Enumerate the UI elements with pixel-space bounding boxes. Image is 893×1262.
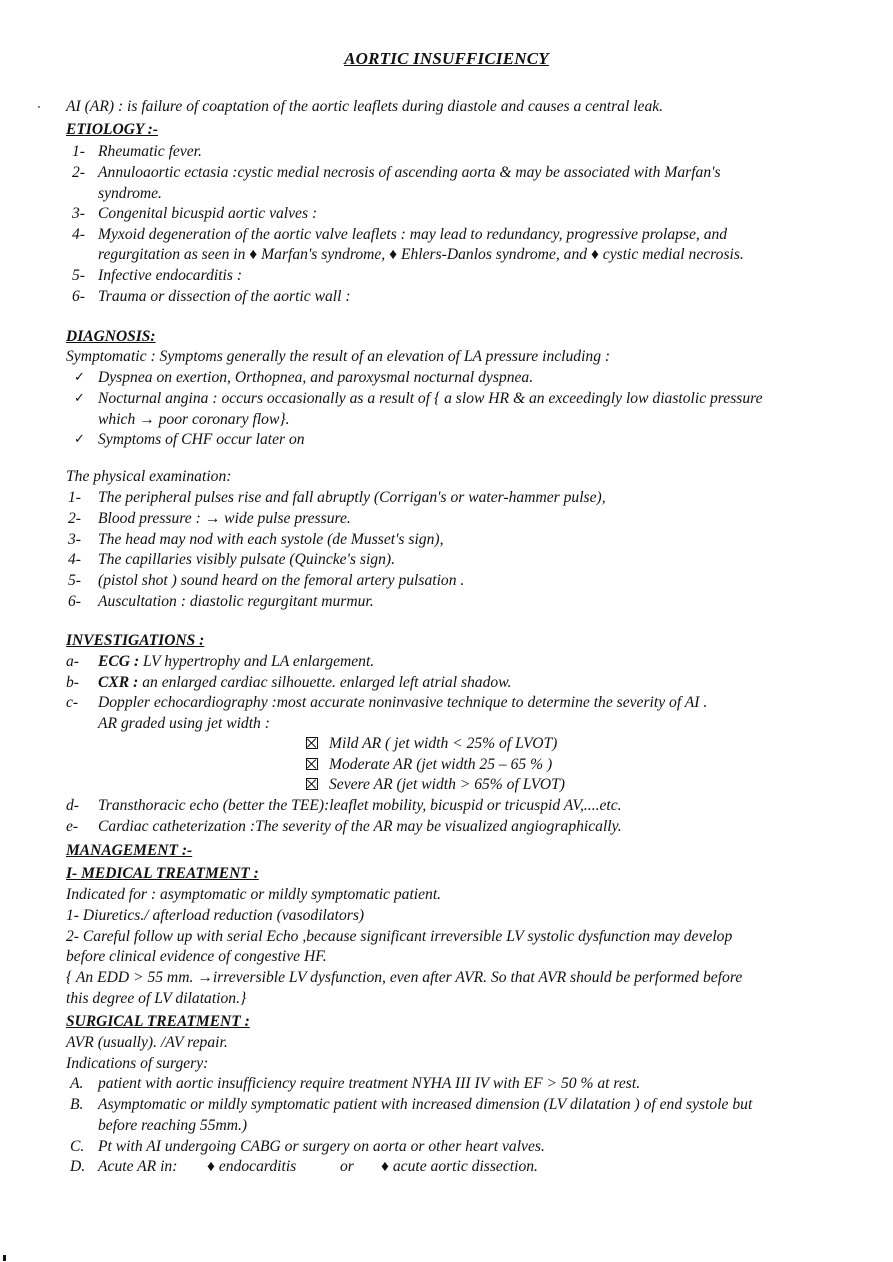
investigation-item: AR graded using jet width : [98,715,270,732]
grade-text: Mild AR ( jet width < 25% of LVOT) [329,735,558,752]
etiology-num: 3- [72,205,85,222]
etiology-num: 4- [72,226,85,243]
avr-line: AVR (usually). /AV repair. [66,1034,228,1051]
investigation-label: CXR : [98,674,139,691]
investigation-text: an enlarged cardiac silhouette. enlarged left atrial shadow. [138,674,512,691]
physical-item: The capillaries visibly pulsate (Quincke's sign). [98,551,395,568]
surgical-treatment-heading: SURGICAL TREATMENT : [66,1013,250,1030]
physical-num: 6- [68,593,81,610]
physical-num: 1- [68,489,81,506]
grade-row [306,755,552,775]
medical-line: 2- Careful follow up with serial Echo ,because significant irreversible LV systolic dysfunction may develop [66,928,733,945]
indication-letter: D. [70,1158,86,1175]
investigations-heading: INVESTIGATIONS : [66,632,205,649]
grade-text: Severe AR (jet width > 65% of LVOT) [329,776,565,793]
investigation-letter: d- [66,797,79,814]
acute-option: ♦ acute aortic dissection. [381,1158,538,1175]
physical-num: 5- [68,572,81,589]
etiology-num: 2- [72,164,85,181]
indication-item: before reaching 55mm.) [98,1117,248,1134]
checkbox-x-icon [306,758,318,770]
indication-letter: C. [70,1138,85,1155]
etiology-num: 5- [72,267,85,284]
check-icon: ✓ [74,432,85,447]
medical-line: before clinical evidence of congestive HF. [66,948,327,965]
physical-item: Auscultation : diastolic regurgitant murmur. [98,593,374,610]
symptom-item: which → poor coronary flow}. [98,411,290,428]
medical-line: { An EDD > 55 mm. →irreversible LV dysfunction, even after AVR. So that AVR should be performed before [66,969,743,986]
investigation-label: ECG : [98,653,140,670]
checkbox-x-icon [306,737,318,749]
etiology-item: Myxoid degeneration of the aortic valve leaflets : may lead to redundancy, progressive prolapse, and [98,226,728,243]
check-icon: ✓ [74,391,85,406]
etiology-item: Trauma or dissection of the aortic wall : [98,288,351,305]
acute-or: or [340,1158,354,1175]
investigation-item: Transthoracic echo (better the TEE):leaflet mobility, bicuspid or tricuspid AV,....etc. [98,797,622,814]
symptom-item: Nocturnal angina : occurs occasionally as a result of { a slow HR & an exceedingly low diastolic pressure [98,390,763,407]
scan-speck [3,1255,6,1261]
scan-speck [38,106,40,108]
physical-item: The peripheral pulses rise and fall abruptly (Corrigan's or water-hammer pulse), [98,489,606,506]
page-title: AORTIC INSUFFICIENCY [344,49,549,68]
symptom-item: Dyspnea on exertion, Orthopnea, and paroxysmal nocturnal dyspnea. [98,369,534,386]
physical-item: Blood pressure : → wide pulse pressure. [98,510,351,527]
investigation-item [98,673,511,693]
medical-treatment-heading: I- MEDICAL TREATMENT : [66,865,259,882]
investigation-letter: c- [66,694,79,711]
indication-letter: A. [70,1075,84,1092]
diagnosis-heading: DIAGNOSIS: [66,328,156,345]
investigation-item [98,652,374,672]
medical-line: 1- Diuretics./ afterload reduction (vasodilators) [66,907,365,924]
grade-text: Moderate AR (jet width 25 – 65 % ) [329,756,553,773]
intro-text: AI (AR) : is failure of coaptation of the aortic leaflets during diastole and causes a central leak. [66,98,664,115]
symptomatic-text: Symptomatic : Symptoms generally the result of an elevation of LA pressure including : [66,348,611,365]
symptom-item: Symptoms of CHF occur later on [98,431,305,448]
investigation-letter: b- [66,674,79,691]
physical-item: The head may nod with each systole (de Musset's sign), [98,531,444,548]
indication-item: Asymptomatic or mildly symptomatic patient with increased dimension (LV dilatation ) of end systole but [98,1096,753,1113]
acute-option: ♦ endocarditis [207,1158,297,1175]
physical-num: 3- [68,531,81,548]
check-icon: ✓ [74,370,85,385]
indication-item: patient with aortic insufficiency require treatment NYHA III IV with EF > 50 % at rest. [98,1075,641,1092]
etiology-num: 1- [72,143,85,160]
investigation-letter: a- [66,653,79,670]
etiology-num: 6- [72,288,85,305]
indication-item: Acute AR in: [98,1158,178,1175]
physical-exam-heading: The physical examination: [66,468,232,485]
physical-num: 4- [68,551,81,568]
investigation-text: LV hypertrophy and LA enlargement. [139,653,375,670]
investigation-item: Doppler echocardiography :most accurate noninvasive technique to determine the severity of AI . [98,694,708,711]
etiology-heading: ETIOLOGY :- [66,121,158,138]
investigation-item: Cardiac catheterization :The severity of the AR may be visualized angiographically. [98,818,622,835]
indication-item: Pt with AI undergoing CABG or surgery on aorta or other heart valves. [98,1138,545,1155]
indicated-text: asymptomatic or mildly symptomatic patient. [156,886,442,903]
indications-heading: Indications of surgery: [66,1055,209,1072]
management-heading: MANAGEMENT :- [66,842,193,859]
checkbox-x-icon [306,778,318,790]
indication-letter: B. [70,1096,84,1113]
indicated-for [66,885,441,905]
indicated-label: Indicated for : [66,886,157,903]
grade-row [306,734,557,754]
grade-row [306,775,565,795]
physical-num: 2- [68,510,81,527]
etiology-item: Infective endocarditis : [98,267,243,284]
etiology-item: syndrome. [98,185,162,202]
etiology-item: Annuloaortic ectasia :cystic medial necrosis of ascending aorta & may be associated with Marfan's [98,164,721,181]
medical-line: this degree of LV dilatation.} [66,990,247,1007]
etiology-item: Congenital bicuspid aortic valves : [98,205,318,222]
etiology-item: regurgitation as seen in ♦ Marfan's syndrome, ♦ Ehlers-Danlos syndrome, and ♦ cystic medial necrosis. [98,246,744,263]
physical-item: (pistol shot ) sound heard on the femoral artery pulsation . [98,572,465,589]
investigation-letter: e- [66,818,79,835]
etiology-item: Rheumatic fever. [98,143,202,160]
